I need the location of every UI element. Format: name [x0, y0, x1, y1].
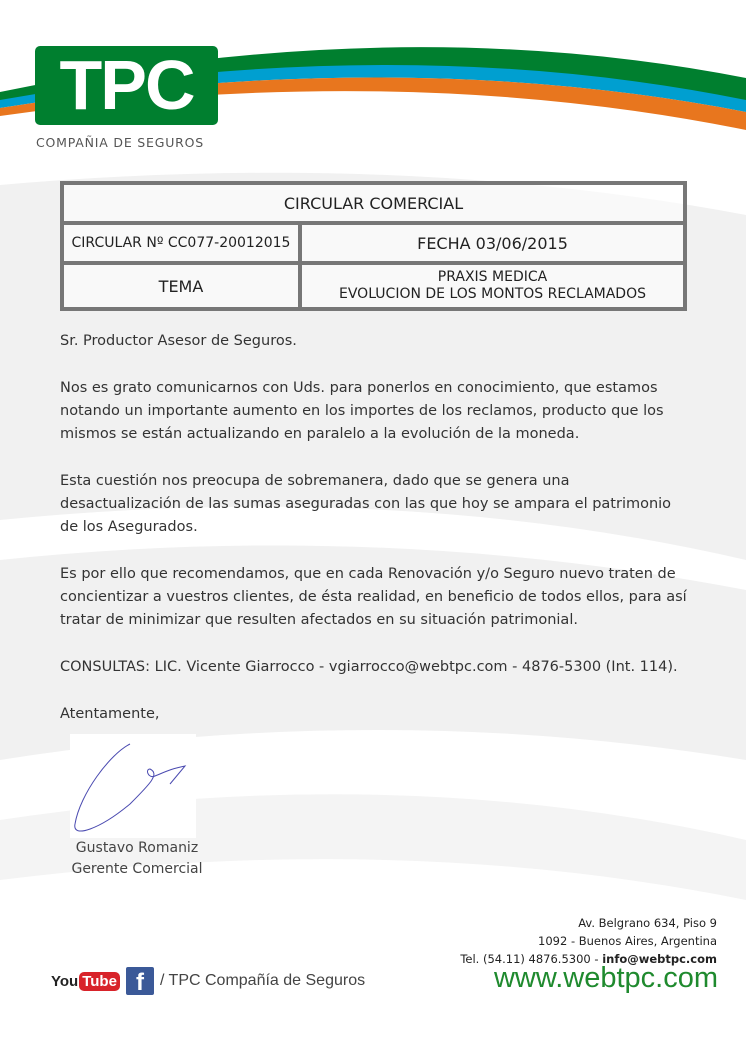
- tema-label: TEMA: [62, 263, 300, 309]
- greeting: Sr. Productor Asesor de Seguros.: [60, 333, 297, 349]
- tema-value: [300, 263, 685, 309]
- address-line-2: 1092 - Buenos Aires, Argentina: [538, 934, 717, 948]
- circular-date: FECHA 03/06/2015: [300, 223, 685, 263]
- youtube-icon[interactable]: You Tube: [51, 972, 120, 991]
- facebook-icon[interactable]: f: [126, 967, 154, 995]
- signature-image: [70, 734, 196, 838]
- address-block: [460, 914, 717, 968]
- consultas: CONSULTAS: LIC. Vicente Giarrocco - vgiarrocco@webtpc.com - 4876-5300 (Int. 114).: [60, 659, 678, 675]
- phone: Tel. (54.11) 4876.5300 -: [460, 952, 603, 966]
- circular-number: CIRCULAR Nº CC077-20012015: [62, 223, 300, 263]
- social-text: / TPC Compañía de Seguros: [159, 972, 366, 989]
- tema-line-2: EVOLUCION DE LOS MONTOS RECLAMADOS: [339, 286, 646, 302]
- paragraph-1: Nos es grato comunicarnos con Uds. para ponerlos en conocimiento, que estamos notando un importante aumento en los importes de los reclamos, producto que los mismos se están actualizando en paralelo a la evolución de la moneda.: [60, 380, 664, 442]
- logo-subtitle: COMPAÑIA DE SEGUROS: [36, 135, 205, 150]
- tema-line-1: PRAXIS MEDICA: [437, 269, 548, 285]
- address-line-1: Av. Belgrano 634, Piso 9: [578, 916, 717, 930]
- closing: Atentamente,: [60, 706, 160, 722]
- signer: [70, 838, 204, 880]
- email-link[interactable]: info@webtpc.com: [602, 952, 717, 966]
- website-link[interactable]: www.webtpc.com: [493, 962, 718, 994]
- paragraph-2: Esta cuestión nos preocupa de sobremanera, dado que se genera una desactualización de las sumas aseguradas con las que hoy se ampara el patrimonio de los Asegurados.: [60, 473, 672, 535]
- signer-name: Gustavo Romaniz: [75, 840, 199, 856]
- signer-title: Gerente Comercial: [71, 861, 203, 877]
- social-links: [51, 967, 365, 995]
- circular-header-table: [60, 181, 687, 311]
- circular-title: CIRCULAR COMERCIAL: [62, 183, 685, 223]
- paragraph-3: Es por ello que recomendamos, que en cada Renovación y/o Seguro nuevo traten de concientizar a vuestros clientes, de ésta realidad, en beneficio de todos ellos, para así tratar de minimizar que resulten afectados en su situación patrimonial.: [60, 566, 687, 628]
- tpc-logo: TPC: [35, 46, 218, 125]
- letter-body: [60, 330, 690, 750]
